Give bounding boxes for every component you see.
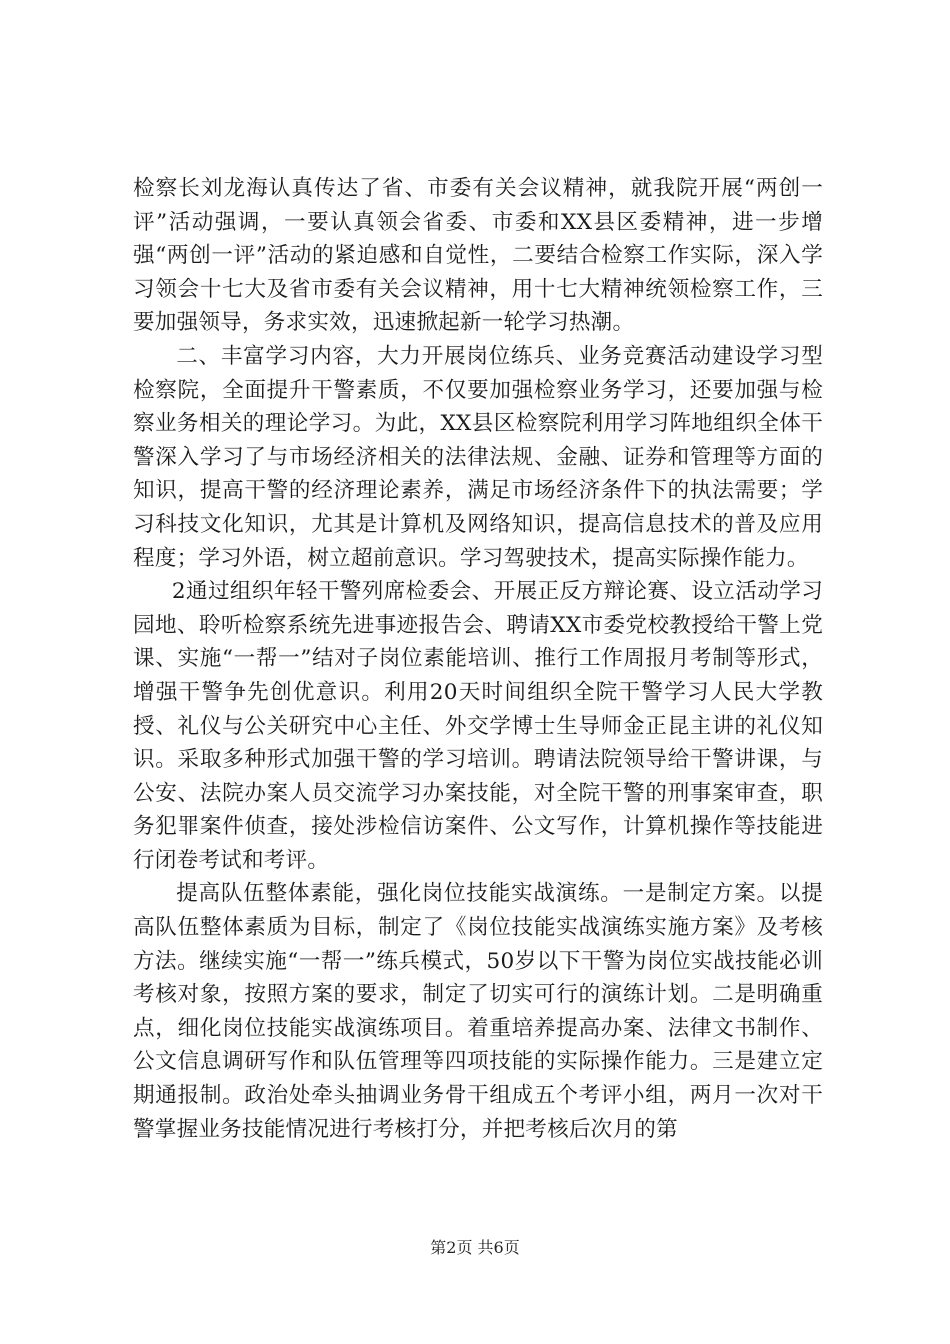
paragraph-1: 检察长刘龙海认真传达了省、市委有关会议精神，就我院开展“两创一评”活动强调，一要认真领会省委、市委和XX县区委精神，进一步增强“两创一评”活动的紧迫感和自觉性，二要结合检察工作实际，深入学习领会十七大及省市委有关会议精神，用十七大精神统领检察工作，三要加强领导，务求实效，迅速掀起新一轮学习热潮。 xyxy=(133,176,823,336)
document-body xyxy=(133,172,823,1146)
paragraph-4: 提高队伍整体素能，强化岗位技能实战演练。一是制定方案。以提高队伍整体素质为目标，制定了《岗位技能实战演练实施方案》及考核方法。继续实施“一帮一”练兵模式，50岁以下干警为岗位实战技能必训考核对象，按照方案的要求，制定了切实可行的演练计划。二是明确重点，细化岗位技能实战演练项目。着重培养提高办案、法律文书制作、公文信息调研写作和队伍管理等四项技能的实际操作能力。三是建立定期通报制。政治处牵头抽调业务骨干组成五个考评小组，两月一次对干警掌握业务技能情况进行考核打分，并把考核后次月的第 xyxy=(133,881,823,1142)
page-number-footer: 第2页 共6页 xyxy=(430,1238,520,1257)
paragraph-2: 二、丰富学习内容，大力开展岗位练兵、业务竞赛活动建设学习型检察院，全面提升干警素质，不仅要加强检察业务学习，还要加强与检察业务相关的理论学习。为此，XX县区检察院利用学习阵地组织全体干警深入学习了与市场经济相关的法律法规、金融、证券和管理等方面的知识，提高干警的经济理论素养，满足市场经济条件下的执法需要；学习科技文化知识，尤其是计算机及网络知识，提高信息技术的普及应用程度；学习外语，树立超前意识。学习驾驶技术，提高实际操作能力。 xyxy=(133,343,823,571)
paragraph-3: 2通过组织年轻干警列席检委会、开展正反方辩论赛、设立活动学习园地、聆听检察系统先进事迹报告会、聘请XX市委党校教授给干警上党课、实施“一帮一”结对子岗位素能培训、推行工作周报月考制等形式，增强干警争先创优意识。利用20天时间组织全院干警学习人民大学教授、礼仪与公关研究中心主任、外交学博士生导师金正昆主讲的礼仪知识。采取多种形式加强干警的学习培训。聘请法院领导给干警讲课，与公安、法院办案人员交流学习办案技能，对全院干警的刑事案审查，职务犯罪案件侦查，接处涉检信访案件、公文写作，计算机操作等技能进行闭卷考试和考评。 xyxy=(133,579,823,873)
